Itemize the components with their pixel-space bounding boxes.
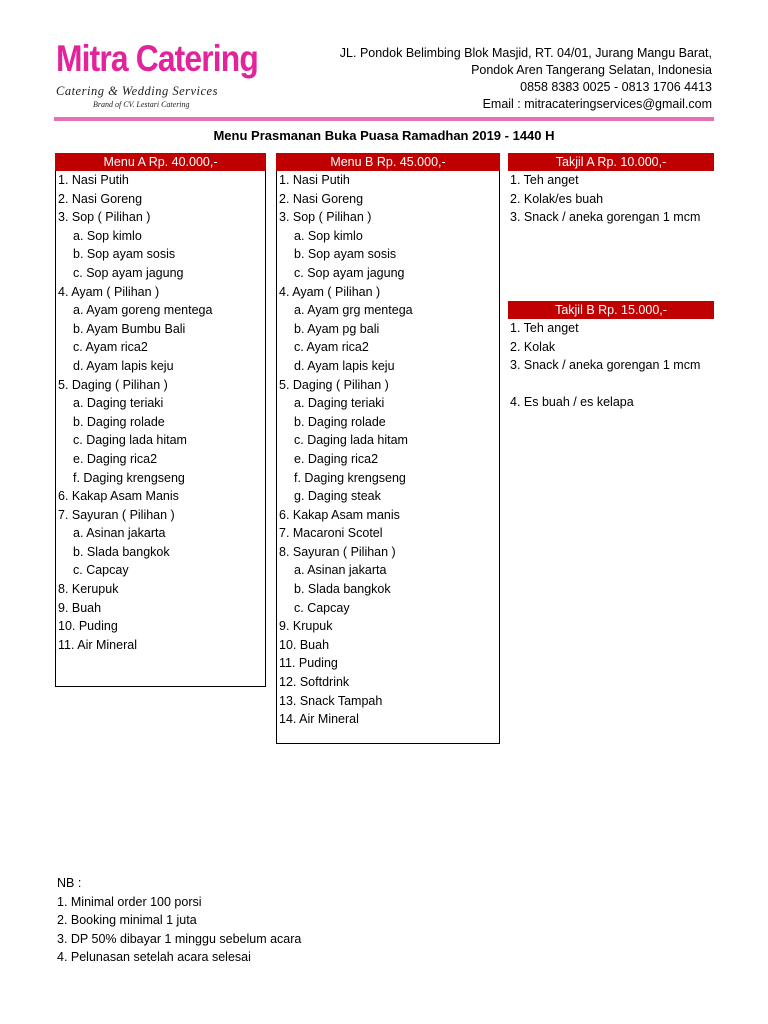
menu-sub-item: d. Ayam lapis keju — [294, 358, 395, 373]
menu-sub-item: c. Capcay — [294, 600, 350, 615]
menu-sub-item: a. Ayam grg mentega — [294, 303, 413, 318]
menu-item: 2. Nasi Goreng — [58, 191, 143, 206]
note-item: 4. Pelunasan setelah acara selesai — [57, 950, 251, 964]
address-line: Pondok Aren Tangerang Selatan, Indonesia — [471, 63, 712, 77]
menu-a-list — [55, 171, 266, 687]
menu-b-list — [276, 171, 500, 744]
header-divider — [54, 117, 714, 121]
menu-sub-item: a. Asinan jakarta — [73, 526, 166, 541]
company-logo-subtitle: Catering & Wedding Services — [56, 84, 218, 98]
takjil-a-header: Takjil A Rp. 10.000,- — [508, 153, 714, 171]
menu-item: 9. Buah — [58, 600, 102, 615]
menu-item: 3. Snack / aneka gorengan 1 mcm — [510, 210, 701, 225]
menu-sub-item: c. Sop ayam jagung — [294, 265, 405, 280]
menu-item: 10. Puding — [58, 619, 118, 634]
menu-sub-item: f. Daging krengseng — [294, 470, 406, 485]
company-address-block — [340, 45, 712, 113]
note-item: 3. DP 50% dibayar 1 minggu sebelum acara — [57, 931, 302, 946]
menu-item: 2. Kolak/es buah — [510, 191, 604, 206]
menu-sub-item: c. Sop ayam jagung — [73, 265, 184, 280]
menu-item: 1. Teh anget — [510, 321, 579, 335]
menu-sub-item: b. Daging rolade — [294, 414, 386, 429]
menu-item: 10. Buah — [279, 637, 330, 652]
menu-item: 8. Sayuran ( Pilihan ) — [279, 544, 396, 559]
menu-item: 12. Softdrink — [279, 675, 350, 690]
menu-item: 3. Snack / aneka gorengan 1 mcm — [510, 358, 701, 373]
menu-sub-item: b. Daging rolade — [73, 414, 165, 429]
takjil-a-column — [508, 153, 714, 227]
menu-sub-item: c. Daging lada hitam — [73, 433, 187, 448]
menu-spacer — [508, 375, 714, 394]
menu-item: 2. Kolak — [510, 339, 556, 354]
menu-a-column — [55, 153, 266, 687]
menu-sub-item: c. Daging lada hitam — [294, 433, 408, 448]
menu-item: 7. Sayuran ( Pilihan ) — [58, 507, 175, 522]
menu-item: 6. Kakap Asam Manis — [58, 489, 179, 504]
company-brand-note: Brand of CV. Lestari Catering — [93, 100, 190, 109]
menu-sub-item: a. Daging teriaki — [294, 396, 385, 411]
menu-item: 8. Kerupuk — [58, 582, 119, 597]
menu-sub-item: a. Sop kimlo — [294, 228, 363, 243]
takjil-b-header: Takjil B Rp. 15.000,- — [508, 301, 714, 319]
takjil-b-column — [508, 301, 714, 412]
address-line: JL. Pondok Belimbing Blok Masjid, RT. 04/01, Jurang Mangu Barat, — [339, 46, 712, 60]
notes-section — [57, 874, 301, 967]
menu-item: 2. Nasi Goreng — [279, 191, 364, 206]
menu-item: 6. Kakap Asam manis — [279, 507, 400, 522]
menu-sub-item: e. Daging rica2 — [294, 451, 379, 466]
menu-sub-item: b. Slada bangkok — [73, 544, 170, 559]
menu-item: 5. Daging ( Pilihan ) — [279, 377, 389, 392]
phone-line: 0858 8383 0025 - 0813 1706 4413 — [520, 80, 712, 94]
menu-sub-item: a. Daging teriaki — [73, 396, 164, 411]
menu-sub-item: c. Ayam rica2 — [73, 340, 148, 355]
menu-sub-item: b. Sop ayam sosis — [73, 247, 176, 262]
menu-item: 1. Nasi Putih — [279, 173, 350, 187]
menu-item: 11. Air Mineral — [58, 637, 137, 652]
menu-sub-item: a. Ayam goreng mentega — [73, 303, 213, 318]
menu-item: 3. Sop ( Pilihan ) — [279, 210, 372, 225]
menu-sub-item: b. Ayam Bumbu Bali — [73, 321, 186, 336]
menu-sub-item: g. Daging steak — [294, 489, 381, 504]
menu-sub-item: d. Ayam lapis keju — [73, 358, 174, 373]
menu-sub-item: b. Ayam pg bali — [294, 321, 380, 336]
takjil-b-list — [508, 319, 714, 412]
email-line: Email : mitracateringservices@gmail.com — [482, 97, 712, 111]
menu-item: 4. Ayam ( Pilihan ) — [58, 284, 160, 299]
note-item: 1. Minimal order 100 porsi — [57, 894, 202, 909]
notes-title: NB : — [57, 876, 82, 890]
menu-item: 11. Puding — [279, 656, 338, 671]
menu-item: 13. Snack Tampah — [279, 693, 383, 708]
menu-sub-item: c. Ayam rica2 — [294, 340, 369, 355]
company-logo-title: Mitra Catering — [56, 38, 258, 79]
menu-sub-item: c. Capcay — [73, 563, 129, 578]
menu-item: 3. Sop ( Pilihan ) — [58, 210, 151, 225]
menu-item: 7. Macaroni Scotel — [279, 526, 383, 541]
note-item: 2. Booking minimal 1 juta — [57, 913, 197, 927]
menu-sub-item: b. Sop ayam sosis — [294, 247, 397, 262]
menu-sub-item: a. Sop kimlo — [73, 228, 142, 243]
menu-sub-item: f. Daging krengseng — [73, 470, 185, 485]
menu-item: 5. Daging ( Pilihan ) — [58, 377, 168, 392]
menu-item: 4. Es buah / es kelapa — [510, 395, 634, 410]
menu-sub-item: a. Asinan jakarta — [294, 563, 387, 578]
document-title: Menu Prasmanan Buka Puasa Ramadhan 2019 - 1440 H — [213, 128, 555, 143]
menu-item: 14. Air Mineral — [279, 712, 359, 727]
menu-sub-item: b. Slada bangkok — [294, 582, 391, 597]
menu-item: 1. Teh anget — [510, 173, 579, 187]
menu-item: 4. Ayam ( Pilihan ) — [279, 284, 381, 299]
menu-sub-item: e. Daging rica2 — [73, 451, 158, 466]
menu-item: 9. Krupuk — [279, 619, 333, 634]
menu-b-column — [276, 153, 500, 744]
menu-item: 1. Nasi Putih — [58, 173, 129, 187]
menu-b-header: Menu B Rp. 45.000,- — [276, 153, 500, 171]
menu-a-header: Menu A Rp. 40.000,- — [55, 153, 266, 171]
takjil-a-list — [508, 171, 714, 227]
